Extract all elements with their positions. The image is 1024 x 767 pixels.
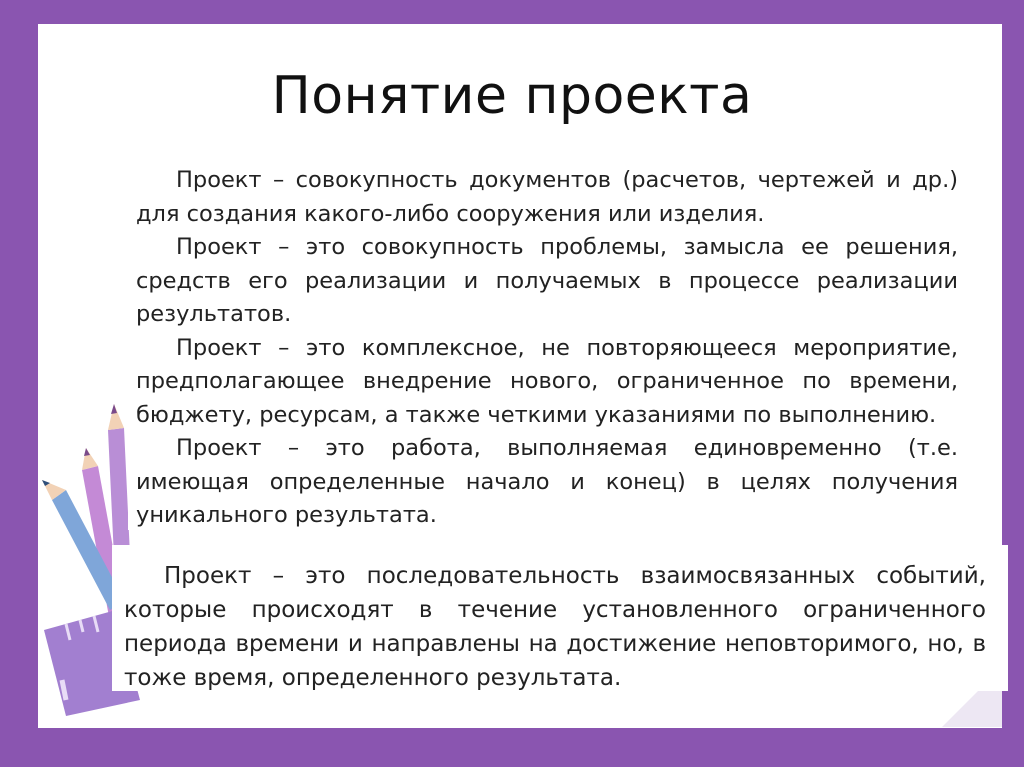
definition-paragraph: Проект – это работа, выполняемая единовременно (т.е. имеющая определенные начало и конец) в целях получения уникального результата. [136,435,958,528]
highlight-definition-box [112,545,1008,691]
definition-paragraph: Проект – совокупность документов (расчетов, чертежей и др.) для создания какого-либо сооружения или изделия. [136,167,958,227]
page-title: Понятие проекта [271,66,753,126]
definitions-box [128,162,964,530]
highlight-paragraph: Проект – это последовательность взаимосвязанных событий, которые происходят в течение установленного ограниченного периода времени и направлены на достижение неповторимого, но, в тоже время, определенного результата. [124,563,986,691]
definition-paragraph: Проект – это совокупность проблемы, замысла ее решения, средств его реализации и получаемых в процессе реализации результатов. [136,234,958,327]
definition-paragraph: Проект – это комплексное, не повторяющееся мероприятие, предполагающее внедрение нового, ограниченное по времени, бюджету, ресурсам, а также четкими указаниями по выполнению. [136,334,958,428]
